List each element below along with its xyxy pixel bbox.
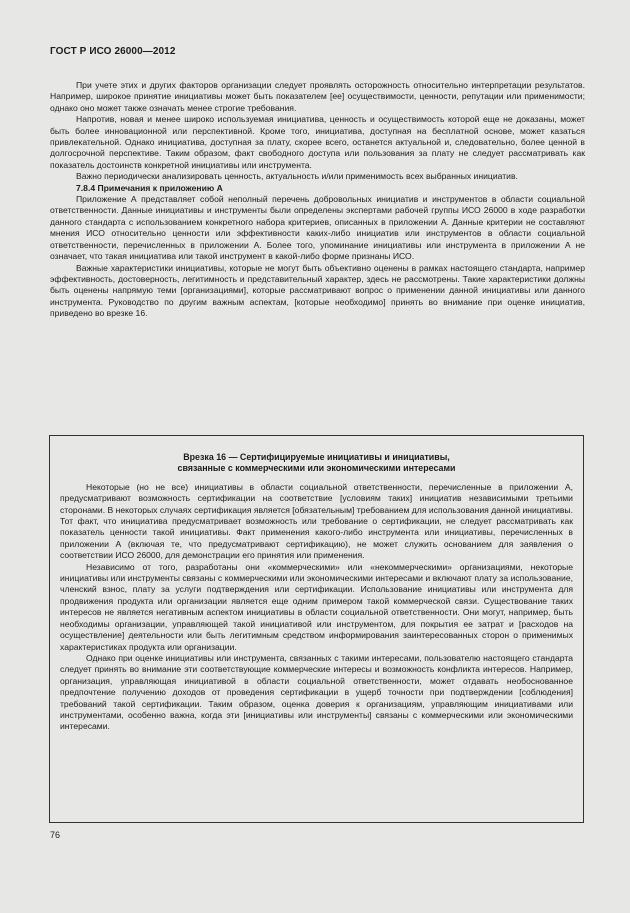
box-paragraph: Однако при оценке инициативы или инструмента, связанных с такими интересами, пользователю настоящего стандарта следует принять во внимание эти соответствующие коммерческие интересы и возможность конфликта интересов. Например, организация, управляющая инициативой в области социальной ответственности, может отдавать необоснованное предпочтение получению доходов от проведения сертификации в ущерб точности при подтверждении [соблюдения] требований такой сертификации. Таким образом, оценка доверия к организациям, управляющим инициативами или инструментами, особенно важна, когда эти [инициативы или инструменты] связаны с коммерческими или экономическими интересами.	[60, 652, 573, 732]
page-number: 76	[50, 830, 61, 840]
section-heading: 7.8.4 Примечания к приложению А	[76, 182, 223, 193]
box-paragraph: Некоторые (но не все) инициативы в области социальной ответственности, перечисленные в приложении А, предусматривают возможность сертификации на соответствие [условиям таких] инициатив независимыми третьими сторонами. В некоторых случаях сертификация является [обязательным] требованием для использования данной инициативы. Тот факт, что инициатива предусматривает возможность или требование о сертификации, не следует рассматривать как показатель ценности такой инициативы. Факт применения какого-либо инструмента или инициативы, перечисленных в приложении А (включая те, что предусматривают сертификацию), не может служить основанием для заявления о соответствии ИСО 26000, для демонстрации его принятия или применения.	[60, 481, 573, 561]
running-header: ГОСТ Р ИСО 26000—2012	[50, 46, 176, 57]
box-title-line: Врезка 16 — Сертифицируемые инициативы и инициативы,	[183, 452, 450, 462]
box-title	[60, 452, 573, 475]
paragraph: Важные характеристики инициативы, которые не могут быть объективно оценены в рамках настоящего стандарта, например эффективность, достоверность, легитимность и представительный характер, здесь не рассмотрены. Такие характеристики должны быть оценены напрямую теми [организациями], которые рассматривают вопрос о применении данной инициативы или данного инструмента. Руководство по другим важным аспектам, [которые необходимо] принять во внимание при оценке инициатив, приведено во врезке 16.	[50, 262, 585, 319]
box-title-line: связанные с коммерческими или экономическими интересами	[177, 463, 456, 474]
paragraph: Напротив, новая и менее широко используемая инициатива, ценность и осуществимость которой еще не доказаны, может быть более инновационной или перспективной. Кроме того, инициатива, доступная на бесплатной основе, может казаться привлекательной. Однако инициатива, доступная за плату, скорее всего, останется актуальной и, следовательно, более ценной в долгосрочной перспективе. Таким образом, факт свободного доступа или пользования за плату не следует рассматривать как показатель достоинств конкретной инициативы или инструмента.	[50, 114, 585, 170]
sidebar-box-16	[49, 435, 584, 823]
paragraph: Важно периодически анализировать ценность, актуальность и/или применимость всех выбранных инициатив.	[76, 171, 518, 182]
main-text	[50, 80, 585, 320]
paragraph: При учете этих и других факторов организации следует проявлять осторожность относительно интерпретации результатов. Например, широкое принятие инициативы может быть показателем [ее] осуществимости, ценности, репутации или применимости; однако оно может также означать менее строгие требования.	[50, 80, 585, 113]
box-paragraph: Независимо от того, разработаны они «коммерческими» или «некоммерческими» организациями, некоторые инициативы или инструменты связаны с коммерческими или экономическими интересами и включают плату за использование, членский взнос, плату за услуги подтверждения или сертификации. Использование инициативы или инструмента для продвижения продукта или организации является еще одним примером такой коммерческой связи. Существование таких интересов не является негативным аспектом инициативы в области социальной ответственности. Они могут, например, быть необходимы организации, управляющей такой инициативой или инструментом, для покрытия ее затрат и [расходов на осуществление] деятельности или быть легитимным средством информирования заинтересованных сторон о применимых характеристиках продукта или организации.	[60, 561, 573, 652]
paragraph: Приложение А представляет собой неполный перечень добровольных инициатив и инструментов в области социальной ответственности. Данные инициативы и инструменты были определены экспертами рабочей группы ИСО 26000 в ходе разработки данного стандарта с использованием конкретного набора критериев, описанных в приложении А. Данные критерии не составляют мнения ИСО относительно ценности или эффективности каких-либо инициатив или инструментов в области социальной ответственности, перечисленных в приложении А. Более того, упоминание инициативы или инструмента в приложении А не означает, что такая инициатива или такой инструмент в какой-либо форме признаны ИСО.	[50, 194, 585, 262]
